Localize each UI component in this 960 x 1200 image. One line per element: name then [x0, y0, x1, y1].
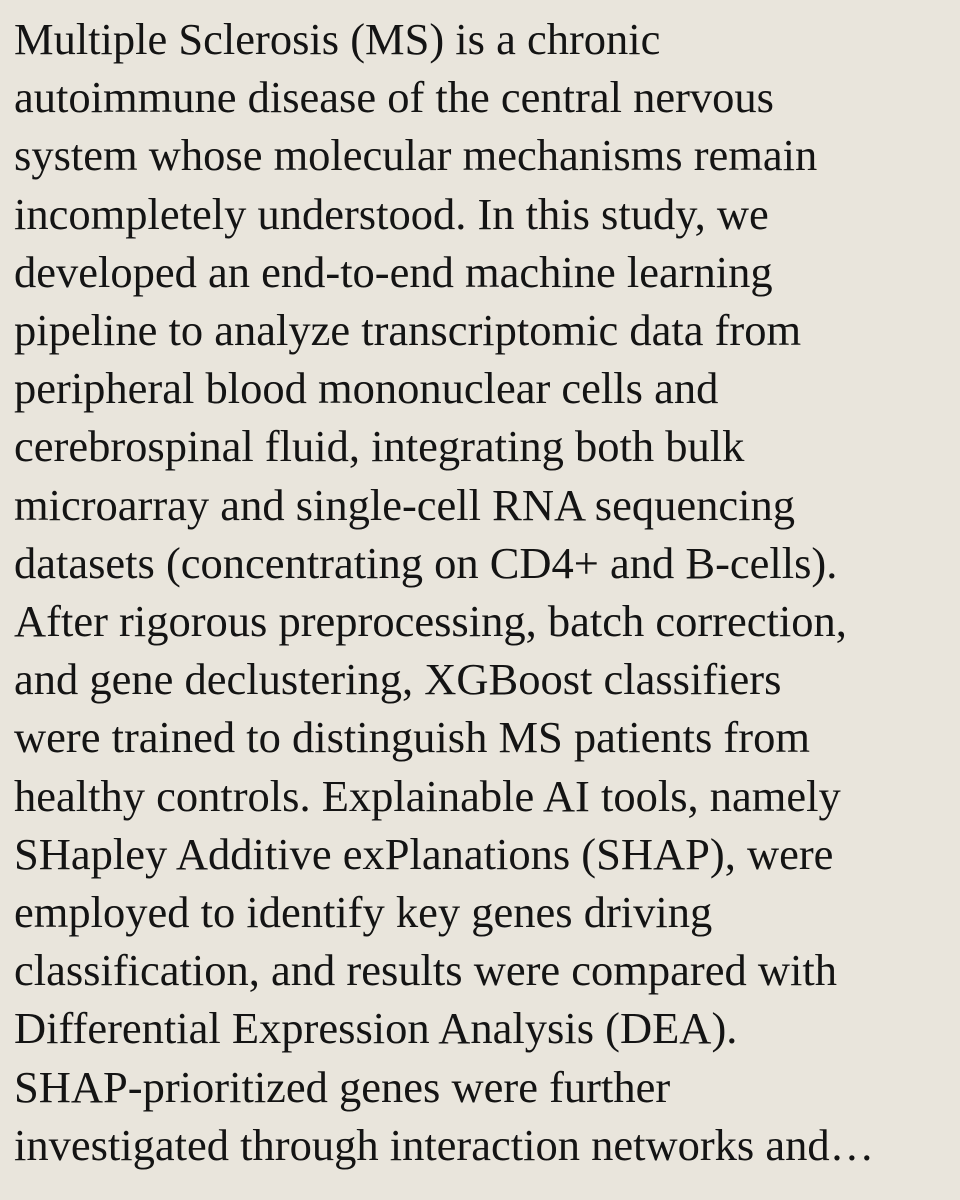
- abstract-line: SHapley Additive exPlanations (SHAP), were: [14, 828, 834, 879]
- abstract-line: investigated through interaction networks and…: [14, 1119, 875, 1170]
- abstract-line: pipeline to analyze transcriptomic data from: [14, 305, 802, 356]
- abstract-line: datasets (concentrating on CD4+ and B-cells).: [14, 537, 838, 588]
- abstract-line: SHAP-prioritized genes were further: [14, 1061, 671, 1112]
- abstract-line: incompletely understood. In this study, we: [14, 188, 769, 239]
- abstract-line: microarray and single-cell RNA sequencing: [14, 479, 795, 530]
- abstract-line: employed to identify key genes driving: [14, 887, 713, 938]
- abstract-line: healthy controls. Explainable AI tools, namely: [14, 770, 841, 821]
- abstract-paragraph: [14, 10, 946, 1174]
- abstract-line: After rigorous preprocessing, batch correction,: [14, 596, 847, 647]
- abstract-line: and gene declustering, XGBoost classifiers: [14, 654, 782, 705]
- abstract-line: were trained to distinguish MS patients from: [14, 712, 810, 763]
- abstract-line: Multiple Sclerosis (MS) is a chronic: [14, 14, 661, 64]
- abstract-line: classification, and results were compared with: [14, 945, 837, 996]
- abstract-line: Differential Expression Analysis (DEA).: [14, 1003, 738, 1054]
- abstract-line: cerebrospinal fluid, integrating both bulk: [14, 421, 745, 472]
- abstract-line: developed an end-to-end machine learning: [14, 246, 773, 297]
- abstract-line: system whose molecular mechanisms remain: [14, 130, 818, 181]
- abstract-line: peripheral blood mononuclear cells and: [14, 363, 719, 414]
- abstract-line: autoimmune disease of the central nervous: [14, 72, 774, 123]
